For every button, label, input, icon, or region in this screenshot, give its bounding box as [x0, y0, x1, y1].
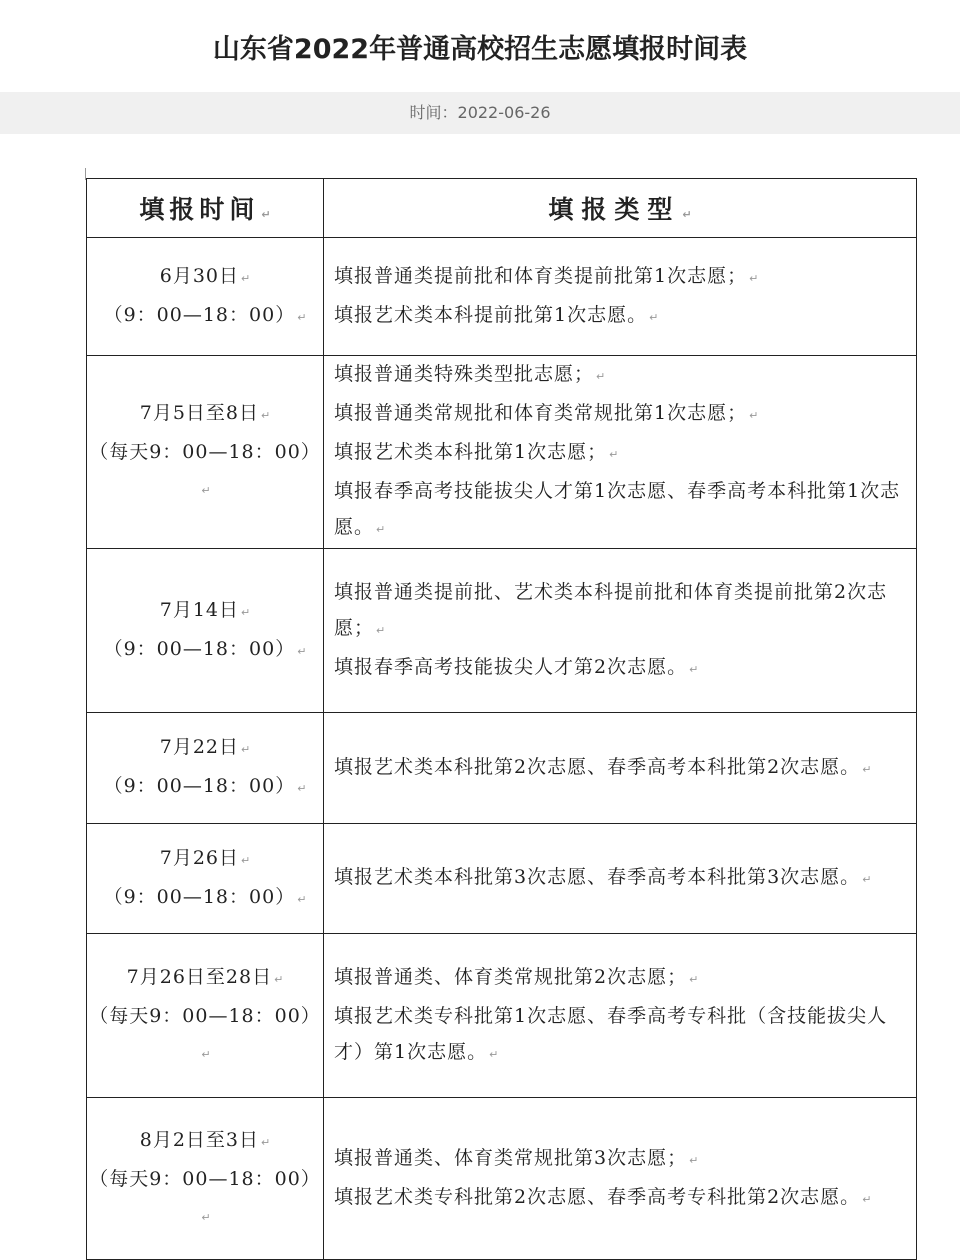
type-cell	[324, 238, 917, 356]
type-cell	[324, 713, 917, 824]
header-time: 填报时间 ↵	[87, 179, 324, 238]
time-cell	[87, 713, 324, 824]
type-line: 填报普通类常规批和体育类常规批第1次志愿； ↵	[334, 402, 759, 424]
date-line: 8月2日至3日 ↵	[139, 1128, 271, 1151]
page-title: 山东省2022年普通高校招生志愿填报时间表	[212, 34, 748, 65]
type-line: 填报艺术类专科批第2次志愿、春季高考专科批第2次志愿。 ↵	[334, 1185, 872, 1208]
date-line: 7月5日至8日 ↵	[139, 402, 271, 424]
date-line: 6月30日 ↵	[159, 264, 251, 287]
time-cell	[87, 934, 324, 1098]
hours-line: （每天9：00—18：00）↵	[89, 1004, 321, 1061]
time-cell	[87, 356, 324, 549]
hours-line: （9：00—18：00） ↵	[103, 637, 307, 660]
table-header-row	[87, 179, 917, 238]
date-line: 7月14日 ↵	[159, 598, 251, 621]
type-line: 填报艺术类本科提前批第1次志愿。 ↵	[334, 303, 659, 326]
date-line: 7月26日至28日 ↵	[126, 965, 284, 988]
time-cell	[87, 824, 324, 934]
type-cell	[324, 1098, 917, 1260]
type-line: 填报普通类提前批、艺术类本科提前批和体育类提前批第2次志愿； ↵	[334, 580, 888, 639]
type-line: 填报普通类、体育类常规批第3次志愿； ↵	[334, 1146, 699, 1169]
type-line: 填报艺术类专科批第1次志愿、春季高考专科批（含技能拔尖人才）第1次志愿。 ↵	[334, 1004, 888, 1063]
date-line: 7月26日 ↵	[159, 846, 251, 869]
table-row	[87, 824, 917, 934]
hours-line: （每天9：00—18：00）↵	[89, 1167, 321, 1224]
table-row	[87, 713, 917, 824]
table-row	[87, 238, 917, 356]
table-row	[87, 549, 917, 713]
type-line: 填报春季高考技能拔尖人才第1次志愿、春季高考本科批第1次志愿。 ↵	[334, 480, 901, 538]
type-line: 填报艺术类本科批第2次志愿、春季高考本科批第2次志愿。 ↵	[334, 755, 872, 778]
table-row	[87, 934, 917, 1098]
type-cell	[324, 549, 917, 713]
publish-info	[0, 92, 960, 134]
type-cell	[324, 356, 917, 549]
time-cell	[87, 549, 324, 713]
date-line: 7月22日 ↵	[159, 736, 251, 758]
type-line: 填报普通类提前批和体育类提前批第1次志愿； ↵	[334, 264, 759, 287]
time-cell	[87, 238, 324, 356]
hours-line: （9：00—18：00） ↵	[103, 303, 307, 326]
type-line: 填报艺术类本科批第3次志愿、春季高考本科批第3次志愿。 ↵	[334, 866, 872, 888]
hours-line: （9：00—18：00） ↵	[103, 775, 307, 797]
hours-line: （每天9：00—18：00）↵	[89, 441, 321, 497]
type-cell	[324, 934, 917, 1098]
schedule-table	[86, 178, 917, 1260]
table-row	[87, 1098, 917, 1260]
publish-label: 时间：	[409, 103, 458, 122]
publish-date: 2022-06-26	[457, 103, 551, 122]
type-line: 填报普通类特殊类型批志愿； ↵	[334, 363, 606, 385]
header-type: 填报类型 ↵	[324, 179, 917, 238]
hours-line: （9：00—18：00） ↵	[103, 885, 307, 908]
time-cell	[87, 1098, 324, 1260]
type-line: 填报普通类、体育类常规批第2次志愿； ↵	[334, 965, 699, 988]
table-row	[87, 356, 917, 549]
type-cell	[324, 824, 917, 934]
type-line: 填报春季高考技能拔尖人才第2次志愿。 ↵	[334, 655, 699, 678]
type-line: 填报艺术类本科批第1次志愿； ↵	[334, 441, 619, 463]
